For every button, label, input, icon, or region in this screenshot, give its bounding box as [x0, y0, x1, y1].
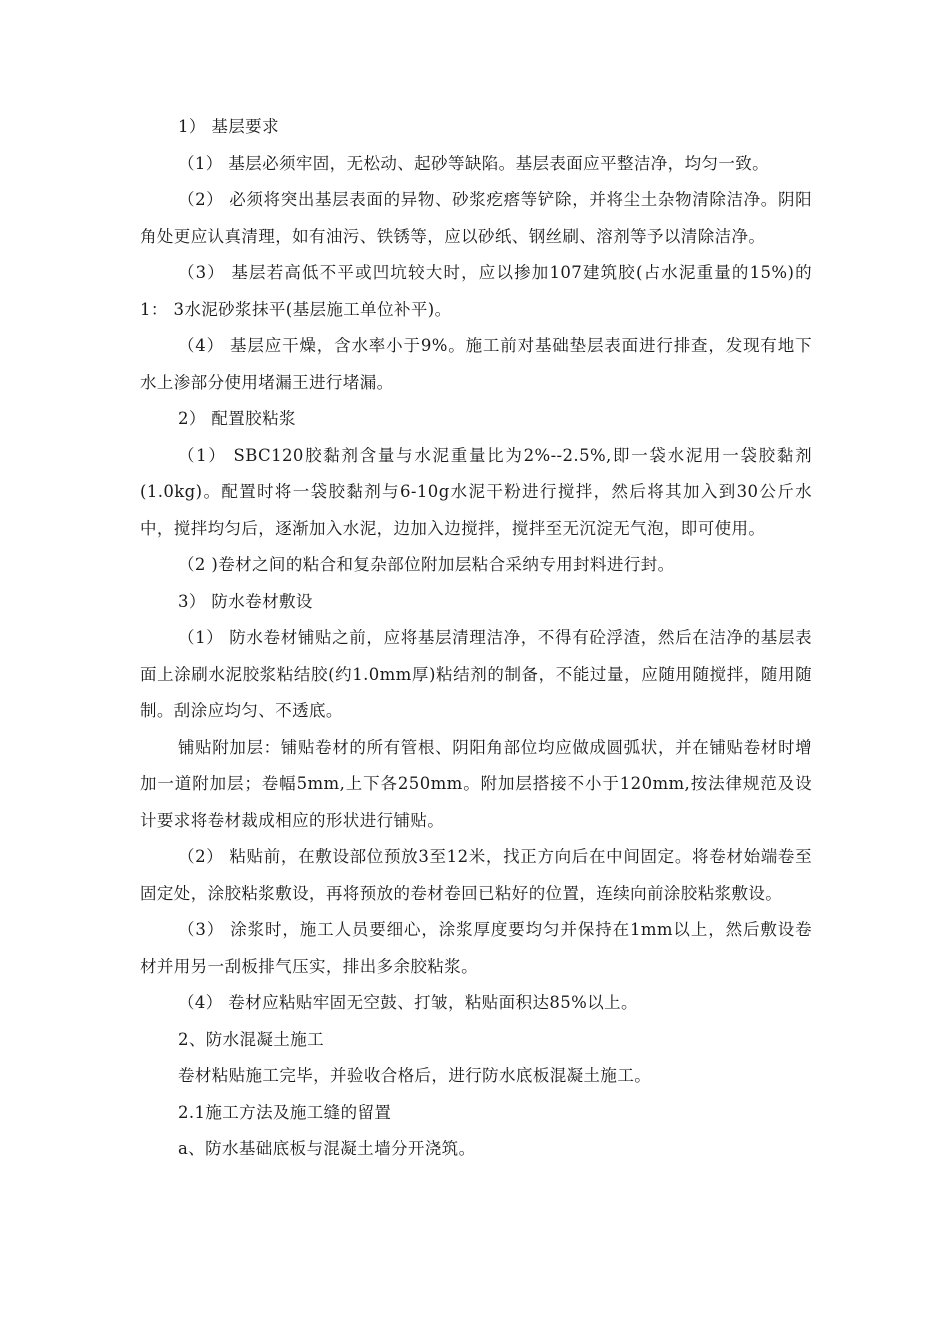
- paragraph: （3） 基层若高低不平或凹坑较大时，应以掺加107建筑胶(占水泥重量的15%)的1： 3水泥砂浆抹平(基层施工单位补平)。: [140, 263, 812, 319]
- heading-membrane-laying: 3） 防水卷材敷设: [177, 591, 313, 611]
- paragraph: （1） 基层必须牢固，无松动、起砂等缺陷。基层表面应平整洁净，均匀一致。: [177, 153, 770, 173]
- paragraph: （1） 防水卷材铺贴之前，应将基层清理洁净，不得有砼浮渣，然后在洁净的基层表面上涂刷水泥胶浆粘结胶(约1.0mm厚)粘结剂的制备，不能过量，应随用随搅拌，随用随制。刮涂应均匀、不透底。: [140, 628, 812, 720]
- paragraph: （1） SBC120胶黏剂含量与水泥重量比为2%--2.5%,即一袋水泥用一袋胶黏剂(1.0kg)。配置时将一袋胶黏剂与6-10g水泥干粉进行搅拌，然后将其加入到30公斤水中，搅拌均匀后，逐渐加入水泥，边加入边搅拌，搅拌至无沉淀无气泡，即可使用。: [140, 445, 812, 538]
- paragraph: 铺贴附加层：铺贴卷材的所有管根、阴阳角部位均应做成圆弧状，并在铺贴卷材时增加一道附加层；卷幅5mm,上下各250mm。附加层搭接不小于120mm,按法律规范及设计要求将卷材裁成相应的形状进行铺贴。: [140, 737, 812, 830]
- paragraph: a、防水基础底板与混凝土墙分开浇筑。: [177, 1139, 476, 1158]
- heading-waterproof-concrete: 2、防水混凝土施工: [177, 1029, 325, 1049]
- paragraph: （4） 基层应干燥，含水率小于9%。施工前对基础垫层表面进行排查，发现有地下水上渗部分使用堵漏王进行堵漏。: [140, 336, 812, 392]
- heading-adhesive-slurry: 2） 配置胶粘浆: [177, 409, 296, 428]
- document-body: [140, 109, 812, 1168]
- heading-base-requirements: 1） 基层要求: [177, 117, 279, 136]
- paragraph: （2） 必须将突出基层表面的异物、砂浆疙瘩等铲除，并将尘土杂物清除洁净。阴阳角处更应认真清理，如有油污、铁锈等，应以砂纸、钢丝刷、溶剂等予以清除洁净。: [140, 190, 812, 246]
- paragraph: （4） 卷材应粘贴牢固无空鼓、打皱，粘贴面积达85%以上。: [177, 993, 638, 1012]
- paragraph: （3） 涂浆时，施工人员要细心，涂浆厚度要均匀并保持在1mm以上，然后敷设卷材并用另一刮板排气压实，排出多余胶粘浆。: [140, 920, 812, 976]
- paragraph: （2 )卷材之间的粘合和复杂部位附加层粘合采纳专用封料进行封。: [177, 555, 675, 574]
- paragraph: 卷材粘贴施工完毕，并验收合格后，进行防水底板混凝土施工。: [177, 1066, 652, 1085]
- heading-construction-method: 2.1施工方法及施工缝的留置: [177, 1102, 392, 1122]
- paragraph: （2） 粘贴前，在敷设部位预放3至12米，找正方向后在中间固定。将卷材始端卷至固定处，涂胶粘浆敷设，再将预放的卷材卷回已粘好的位置，连续向前涂胶粘浆敷设。: [140, 847, 812, 903]
